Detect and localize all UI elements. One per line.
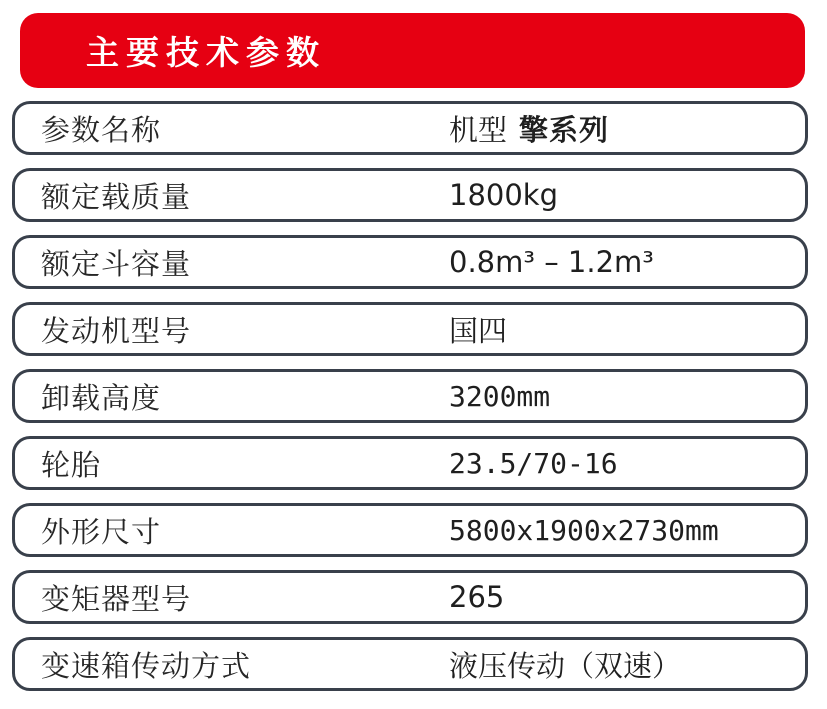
row-value: 23.5/70-16 [449,446,618,480]
row-value: 265 [449,580,505,614]
table-header-row [12,101,808,155]
row-label: 发动机型号 [41,313,192,348]
table-row [12,302,808,356]
row-value: 液压传动（双速） [449,648,682,683]
row-label: 额定斗容量 [41,246,192,281]
page-title: 主要技术参数 [86,33,326,72]
table-row [12,168,808,222]
header-row-value [449,108,789,149]
row-label: 轮胎 [41,447,102,482]
title-banner [20,13,805,88]
header-row-label: 参数名称 [41,112,162,147]
table-row [12,570,808,624]
row-value: 5800x1900x2730mm [449,513,719,547]
table-row [12,503,808,557]
table-row [12,637,808,691]
row-label: 变矩器型号 [41,581,192,616]
model-series-name: 擎系列 [519,112,610,147]
table-row [12,436,808,490]
row-value: 1800kg [449,178,559,212]
row-value: 3200mm [449,379,551,413]
row-label: 额定载质量 [41,179,192,214]
row-label: 卸载高度 [41,380,162,415]
model-prefix-label: 机型 [449,112,508,147]
row-value: 国四 [449,313,508,348]
row-label: 外形尺寸 [41,514,162,549]
row-label: 变速箱传动方式 [41,648,252,683]
table-row [12,235,808,289]
spec-table [12,101,808,691]
table-row [12,369,808,423]
row-value: 0.8m³ – 1.2m³ [449,245,654,279]
